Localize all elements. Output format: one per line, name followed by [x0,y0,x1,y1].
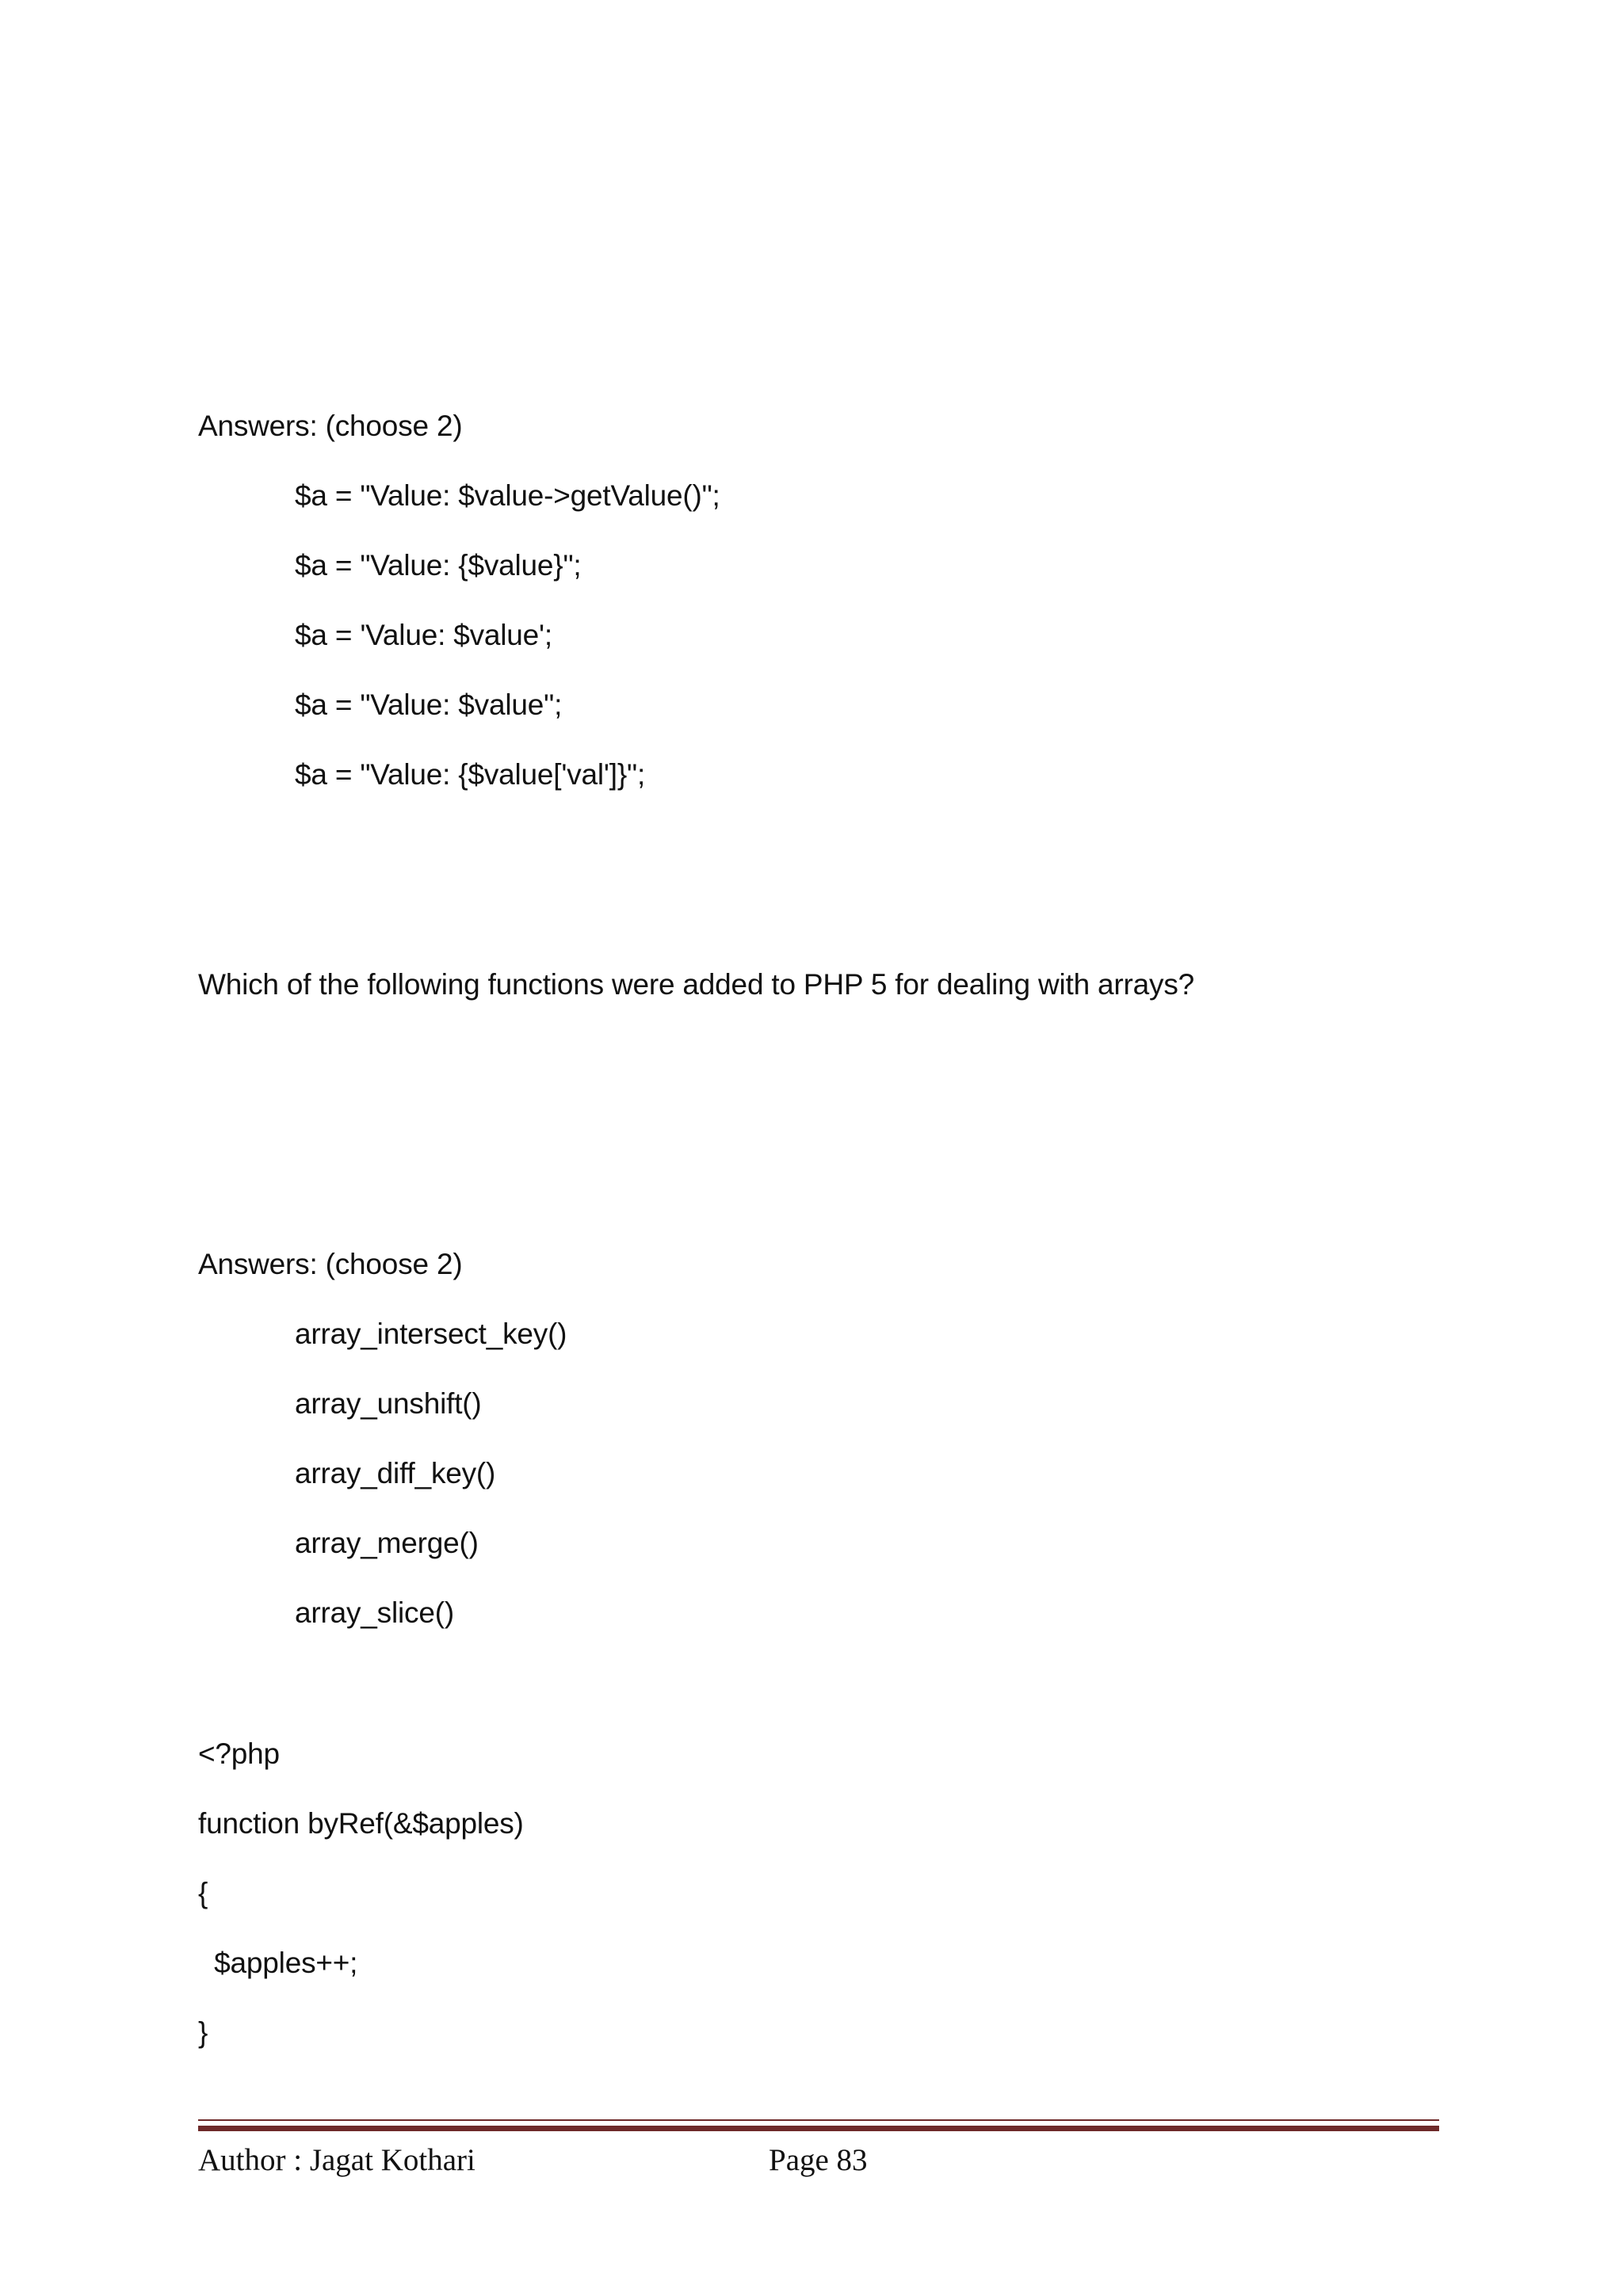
answers-label-2: Answers: (choose 2) [198,1248,463,1280]
code-line: } [198,2016,208,2049]
code-line: function byRef(&$apples) [198,1807,524,1840]
answer-option: array_intersect_key() [295,1318,567,1350]
code-line: { [198,1877,208,1909]
answer-option: $a = "Value: {$value}"; [295,549,582,582]
question-text: Which of the following functions were added to PHP 5 for dealing with arrays? [198,968,1194,1001]
code-line: $apples++; [198,1947,358,1979]
answer-option: $a = 'Value: $value'; [295,619,553,651]
answer-option: array_merge() [295,1527,479,1559]
footer-author: Author : Jagat Kothari [198,2143,475,2177]
answer-option: $a = "Value: $value->getValue()"; [295,479,720,512]
answer-option: $a = "Value: $value"; [295,688,563,721]
footer-page-number: Page 83 [769,2143,868,2177]
answer-option: $a = "Value: {$value['val']}"; [295,758,646,791]
code-line: <?php [198,1737,280,1770]
footer-rule-thick [198,2126,1439,2131]
answer-option: array_unshift() [295,1387,482,1420]
answers-label-1: Answers: (choose 2) [198,410,463,442]
answer-option: array_diff_key() [295,1457,496,1489]
footer-rule-thin [198,2119,1439,2121]
answer-option: array_slice() [295,1596,454,1629]
